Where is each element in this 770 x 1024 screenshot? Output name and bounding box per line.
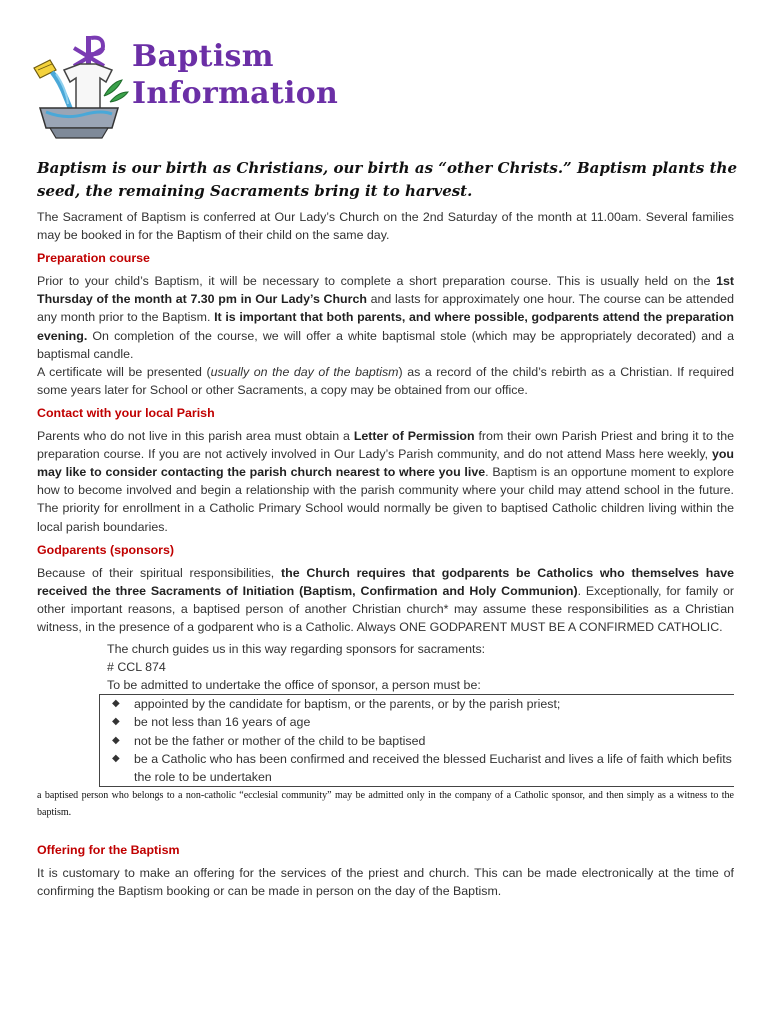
offering-paragraph: It is customary to make an offering for the services of the priest and church. This can be made electronically at the time of confirming the Baptism booking or can be made in person on the day of the Baptism.: [37, 865, 734, 898]
diamond-bullet-icon: ◆: [112, 734, 120, 746]
godparents-heading: Godparents (sponsors): [37, 542, 174, 557]
prep-important-strong: It is important that both parents, and where possible, godparents attend the preparation evening.: [37, 310, 734, 343]
list-item-text: not be the father or mother of the child to be baptised: [134, 733, 426, 748]
page-title: [132, 38, 338, 112]
canon-law-quote: [107, 640, 734, 787]
preparation-paragraph: [37, 272, 734, 362]
offering-section: [37, 841, 734, 900]
diamond-bullet-icon: ◆: [112, 698, 120, 710]
document-body: [37, 208, 734, 900]
contact-heading: Contact with your local Parish: [37, 405, 215, 420]
godparents-text-a: Because of their spiritual responsibilities,: [37, 565, 282, 580]
prep-text-c: and lasts for approximately one hour. The course can be attended any month prior to the Baptism.: [37, 292, 735, 325]
title-line-2: Information: [132, 76, 339, 111]
contact-nearest-strong: you may like to consider contacting the parish church nearest to where you live: [37, 447, 734, 480]
list-item: [108, 713, 734, 731]
letter-of-permission: Letter of Permission: [353, 429, 475, 444]
list-item-text: appointed by the candidate for baptism, or the parents, or by the parish priest;: [134, 697, 561, 712]
prep-text-e: On completion of the course, we will offer a white baptismal stole (which may be appropriately decorated) and a baptismal candle.: [37, 328, 734, 361]
intro-quote: Baptism is our birth as Christians, our birth as “other Christs.” Baptism plants the seed, the remaining Sacraments bring it to harvest.: [37, 159, 737, 200]
list-item: [108, 695, 734, 713]
contact-text-c: from their own Parish Priest and bring it to the preparation course. If you are not actively involved in Our Lady’s Parish community, and do not attend Mass here weekly,: [37, 429, 734, 462]
quote-reference: # CCL 874: [107, 660, 166, 675]
quote-lead: To be admitted to undertake the office of sponsor, a person must be:: [107, 678, 481, 693]
contact-text-e: . Baptism is an opportune moment to explore how to become involved and begin a relationship with the parish community where your child may attend school in the future. The priority for enrollment in a Catholic Primary School would normally be given to baptised Catholic children living within the local parish boundaries.: [37, 465, 734, 534]
cert-text-c: ) as a record of the child’s rebirth as a Christian. If required some years later for School or other Sacraments, a copy may be obtained from our office.: [37, 364, 735, 397]
list-item: [108, 750, 734, 786]
list-item-text: be a Catholic who has been confirmed and received the blessed Eucharist and lives a life of faith which befits the role to be undertaken: [134, 751, 732, 784]
sponsor-requirements-list: [108, 695, 734, 785]
certificate-paragraph: [37, 363, 734, 399]
diamond-bullet-icon: ◆: [112, 716, 120, 728]
contact-text-a: Parents who do not live in this parish area must obtain a: [37, 429, 354, 444]
cert-italic: usually on the day of the baptism: [210, 364, 399, 379]
godparents-text-c: . Exceptionally, for family or other important reasons, a baptised person of another Christian church* may assume these responsibilities as a Christian witness, in the presence of a godparent who is a Catholic. Always ONE GODPARENT MUST BE A CONFIRMED CATHOLIC.: [37, 583, 734, 634]
footnote: a baptised person who belongs to a non-catholic “ecclesial community” may be admitted only in the company of a Catholic sponsor, and then simply as a witness to the baptism.: [37, 789, 734, 818]
godparents-paragraph: [37, 564, 734, 636]
godparents-requirement-strong: the Church requires that godparents be Catholics who themselves have received the three Sacraments of Initiation (Baptism, Confirmation and Holy Communion): [37, 565, 734, 598]
offering-heading: Offering for the Baptism: [37, 842, 180, 857]
baptism-logo-icon: [26, 30, 131, 142]
prep-date-strong: 1st Thursday of the month at 7.30 pm in Our Lady’s Church: [37, 274, 734, 307]
diamond-bullet-icon: ◆: [112, 752, 120, 764]
cert-text-a: A certificate will be presented (: [37, 364, 211, 379]
title-line-1: Baptism: [132, 39, 274, 74]
preparation-heading: Preparation course: [37, 251, 150, 266]
list-item-text: be not less than 16 years of age: [134, 715, 311, 730]
sponsor-requirements-box: [99, 694, 734, 786]
booking-paragraph: The Sacrament of Baptism is conferred at Our Lady’s Church on the 2nd Saturday of the month at 11.00am. Several families may be booked in for the Baptism of their child on the same day.: [37, 210, 734, 243]
quote-intro: The church guides us in this way regarding sponsors for sacraments:: [107, 642, 486, 657]
contact-paragraph: [37, 427, 734, 536]
list-item: [108, 732, 734, 750]
prep-text-a: Prior to your child’s Baptism, it will be necessary to complete a short preparation course. This is usually held on the: [37, 274, 717, 289]
